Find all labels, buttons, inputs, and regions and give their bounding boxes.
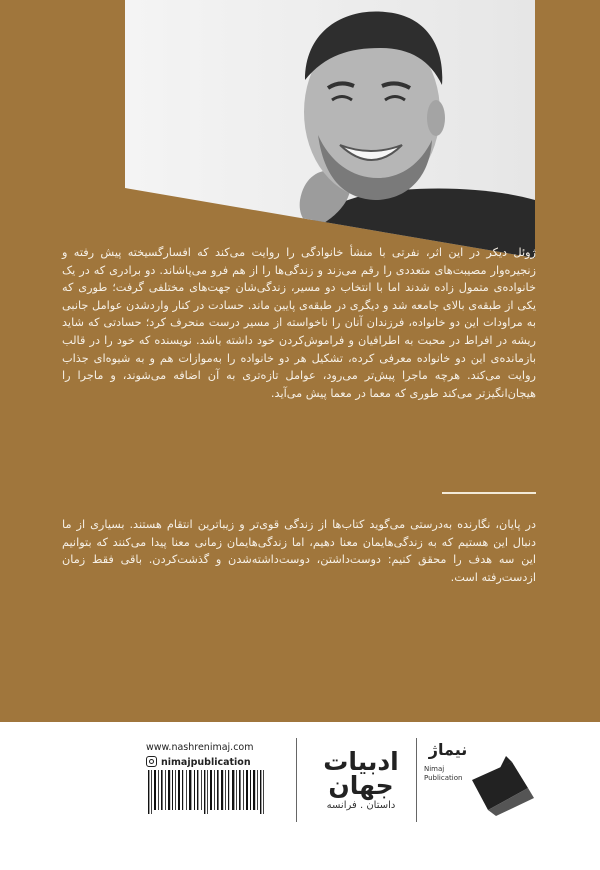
instagram-icon (146, 756, 157, 767)
footer-divider-right (416, 738, 417, 822)
paragraph-divider (442, 492, 536, 494)
back-cover-blurb (62, 244, 536, 402)
series-subtitle: داستان . فرانسه (326, 800, 396, 811)
footer-divider-left (296, 738, 297, 822)
publisher-latin-name: Nimaj Publication (424, 765, 463, 782)
blurb-paragraph-1: ژوئل دیکر در این اثر، نفرتی با منشأ خانوادگی را روایت می‌کند که افسارگسیخته پیش رفته و زنجیره‌وار مصیبت‌های متعددی را رقم می‌زند و زندگی‌ها را از هم فرو می‌پاشاند. دو برادری که در یک خانواده‌ی متمول زاده شدند اما با انتخاب دو مسیر، زندگی‌شان جهت‌های مختلفی گرفت؛ طوری که یکی از طبقه‌ی بالای جامعه شد و دیگری در طبقه‌ی پایین ماند. حسادت در کنار واردشدن عوامل جانبی به مراودات این دو خانواده، فرزندان آنان را ناخواسته از مسیر درست منحرف کرد؛ حسادتی که شاید ریشه در افراط در محبت به اطرافیان و فراموش‌کردن خود داشته باشد. نویسنده که خود را در قالب بازمانده‌ی این دو خانواده معرفی کرده، تشکیل هر دو خانواده را به‌موازات هم و به شیوه‌ای جذاب روایت می‌کند. هرچه ماجرا پیش‌تر می‌رود، عوامل تازه‌تری به آن اضافه می‌شوند، و ماجرا را هیجان‌انگیزتر می‌کند طوری که معما در معما پیش می‌آید. (62, 246, 536, 400)
instagram-handle: nimajpublication (161, 757, 251, 768)
author-photo (0, 0, 600, 260)
publisher-logo-icon (466, 750, 540, 816)
isbn-barcode (146, 768, 274, 824)
back-cover-conclusion (62, 516, 536, 586)
publisher-website: www.nashrenimaj.com (146, 742, 254, 753)
publisher-name: نیماژ (428, 740, 468, 759)
blurb-paragraph-2: در پایان، نگارنده به‌درستی می‌گوید کتاب‌ها از زندگی قوی‌تر و زیباترین انتقام هستند. بسیاری از ما دنبال این هستیم که به زندگی‌هایمان معنا دهیم، اما زندگی‌هایمان زمانی معنا پیدا می‌کنند که بتوانیم این سه هدف را محقق کنیم: دوست‌داشتن، دوست‌داشته‌شدن و گذشت‌کردن. باقی فقط زمان ازدست‌رفته است. (62, 518, 536, 584)
publisher-instagram (146, 756, 251, 768)
series-title: ادبیات جهان (323, 747, 399, 800)
